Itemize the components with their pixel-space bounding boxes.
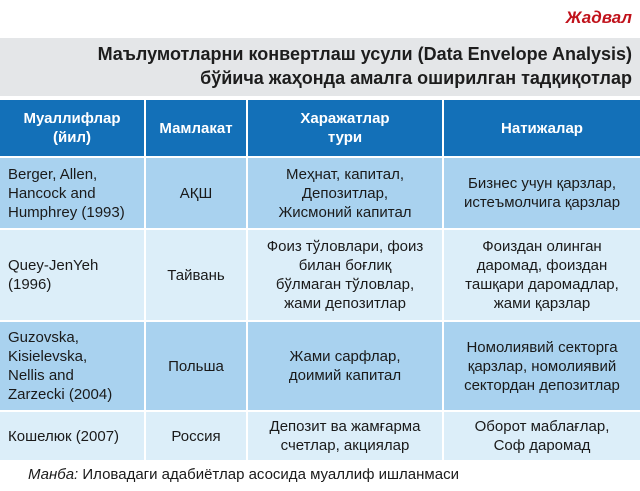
header-costs-line-2: тури bbox=[327, 129, 363, 146]
cell-text: счетлар, акциялар bbox=[280, 437, 410, 454]
cell-text: Quey-JenYeh bbox=[8, 257, 99, 274]
cell-text: Hancock and bbox=[8, 184, 96, 202]
cell-text: Номолиявий секторга bbox=[466, 338, 618, 356]
cell-results bbox=[444, 320, 640, 410]
cell-text: Фоиздан олинган bbox=[482, 238, 602, 255]
table-row bbox=[0, 228, 640, 320]
cell-results bbox=[444, 156, 640, 228]
cell-country: Россия bbox=[146, 410, 248, 460]
cell-costs bbox=[248, 320, 444, 410]
cell-text: Nellis and bbox=[8, 367, 74, 384]
cell-text: ташқари даромадлар, bbox=[465, 276, 619, 293]
header-authors-line-1: Муаллифлар bbox=[23, 110, 121, 127]
cell-costs bbox=[248, 156, 444, 228]
cell-results bbox=[444, 410, 640, 460]
cell-text: Kisielevska, bbox=[8, 348, 88, 365]
cell-text: Меҳнат, капитал, bbox=[285, 165, 405, 183]
cell-author bbox=[0, 228, 146, 320]
header-row bbox=[0, 100, 640, 156]
cell-text: истеъмолчига қарзлар bbox=[463, 194, 621, 211]
source-note bbox=[28, 466, 459, 483]
table-row bbox=[0, 320, 640, 410]
cell-text: Berger, Allen, bbox=[8, 165, 98, 183]
cell-text: Фоиз тўловлари, фоиз bbox=[266, 238, 424, 255]
table-title-line-1: Маълумотларни конвертлаш усули (Data Envelope Analysis) bbox=[97, 44, 632, 64]
cell-costs bbox=[248, 410, 444, 460]
table-label: Жадвал bbox=[565, 8, 632, 27]
header-costs-line-1: Харажатлар bbox=[300, 110, 390, 127]
cell-country: Тайвань bbox=[146, 228, 248, 320]
cell-text: жами депозитлар bbox=[284, 295, 406, 312]
table-row bbox=[0, 156, 640, 228]
cell-text: билан боғлиқ bbox=[298, 257, 392, 274]
table-title bbox=[0, 38, 640, 96]
cell-text: сектордан депозитлар bbox=[464, 376, 620, 394]
research-table bbox=[0, 100, 640, 460]
cell-author bbox=[0, 320, 146, 410]
header-results: Натижалар bbox=[444, 100, 640, 156]
source-prefix: Манба: bbox=[28, 466, 79, 483]
table-row bbox=[0, 410, 640, 460]
cell-costs bbox=[248, 228, 444, 320]
cell-text: бўлмаган тўловлар, bbox=[275, 276, 415, 293]
cell-text: даромад, фоиздан bbox=[476, 257, 608, 274]
cell-text: Депозит ва жамғарма bbox=[269, 418, 421, 435]
cell-text: Бизнес учун қарзлар, bbox=[467, 175, 617, 192]
cell-text: қарзлар, номолиявий bbox=[467, 357, 617, 375]
table-title-line-2: бўйича жаҳонда амалга оширилган тадқиқотлар bbox=[200, 68, 632, 88]
cell-country: АҚШ bbox=[146, 156, 248, 228]
cell-text: Humphrey (1993) bbox=[8, 203, 125, 221]
cell-text: Соф даромад bbox=[493, 437, 591, 454]
cell-text: Депозитлар, bbox=[301, 184, 389, 202]
cell-text: Кошелюк (2007) bbox=[8, 427, 120, 445]
header-costs bbox=[248, 100, 444, 156]
source-text: Иловадаги адабиётлар асосида муаллиф ишланмаси bbox=[78, 466, 459, 483]
cell-results bbox=[444, 228, 640, 320]
header-authors bbox=[0, 100, 146, 156]
cell-text: (1996) bbox=[8, 276, 52, 293]
cell-text: Жами сарфлар, bbox=[289, 348, 401, 365]
cell-text: Guzovska, bbox=[8, 329, 79, 346]
cell-text: Zarzecki (2004) bbox=[8, 386, 113, 403]
cell-author bbox=[0, 410, 146, 460]
header-authors-line-2: (йил) bbox=[53, 129, 91, 146]
cell-text: жами қарзлар bbox=[493, 295, 591, 312]
cell-text: Оборот маблағлар, bbox=[474, 418, 610, 435]
cell-author bbox=[0, 156, 146, 228]
cell-country: Польша bbox=[146, 320, 248, 410]
cell-text: доимий капитал bbox=[288, 367, 402, 384]
cell-text: Жисмоний капитал bbox=[278, 203, 412, 221]
header-country: Мамлакат bbox=[146, 100, 248, 156]
